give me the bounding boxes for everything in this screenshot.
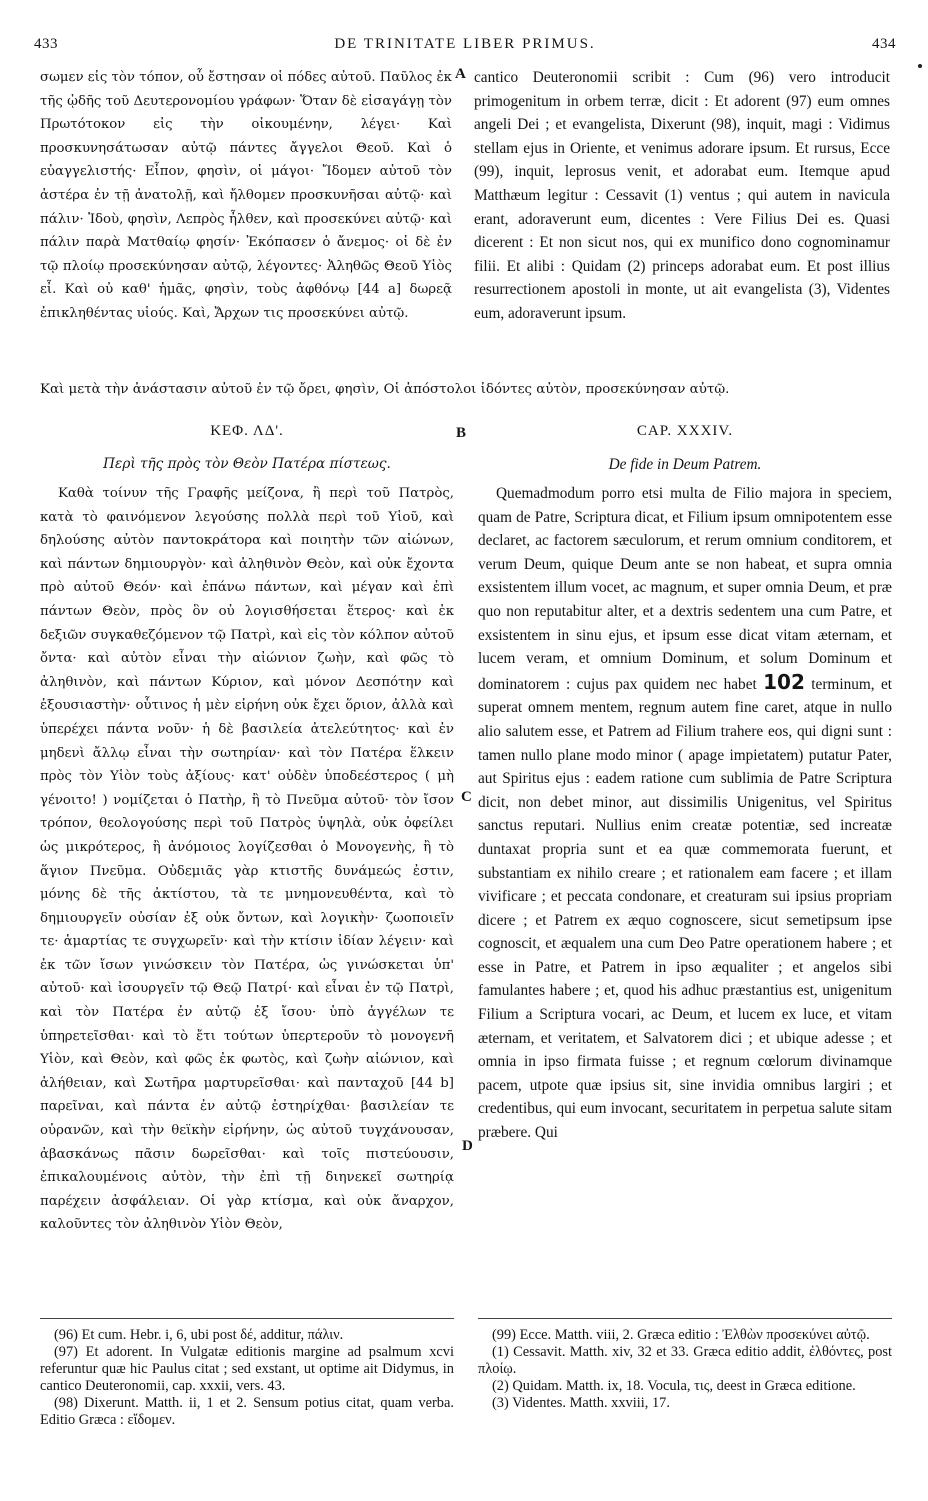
running-title: DE TRINITATE LIBER PRIMUS. xyxy=(334,36,596,52)
footnotes-right xyxy=(478,1327,892,1412)
page-number-left: 433 xyxy=(34,36,58,52)
footnote-97: (97) Et adorent. In Vulgatæ editionis margine ad psalmum xcvi referuntur quæ hic Paulus citat ; sed exstant, ut optime ait Didymus, in cantico Deuteronomii, cap. xxxii, vers. 43. xyxy=(40,1344,454,1394)
footnote-3: (3) Videntes. Matth. xxviii, 17. xyxy=(492,1395,670,1411)
greek-column-top xyxy=(40,66,452,326)
margin-letter-d: D xyxy=(462,1138,473,1154)
latin-column-top xyxy=(474,66,890,326)
page-marker: 102 xyxy=(763,669,805,694)
footnotes-left xyxy=(40,1327,454,1429)
greek-text-top: σωμεν εἰς τὸν τόπον, οὗ ἔστησαν οἱ πόδες αὐτοῦ. Παῦλος ἐκ τῆς ᾠδῆς τοῦ Δευτερονομίου γράφων· Ὅταν δὲ εἰσαγάγῃ τὸν Πρωτότοκον εἰς τὴν οἰκουμένην, λέγει· Καὶ προσκυνησάτωσαν αὐτῷ πάντες ἄγγελοι Θεοῦ. Καὶ ὁ εὐαγγελιστής· Εἶπον, φησὶν, οἱ μάγοι· Ἴδομεν αὐτοῦ τὸν ἀστέρα ἐν τῇ ἀνατολῇ, καὶ ἤλθομεν προσκυνῆσαι αὐτῷ· καὶ πάλιν· Ἰδοὺ, φησὶν, Λεπρὸς ἦλθεν, καὶ προσεκύνει αὐτῷ· καὶ πάλιν παρὰ Ματθαίῳ φησίν· Ἐκόπασεν ὁ ἄνεμος· οἱ δὲ ἐν τῷ πλοίῳ προσεκύνησαν αὐτῷ, λέγοντες· Ἀληθῶς Θεοῦ Υἱὸς εἶ. Καὶ οὐ καθ' ἡμᾶς, φησὶν, τοὺς ἀφθόνῳ [44 a] δωρεᾷ ἐπικληθέντας υἱούς. Καὶ, Ἄρχων τις προσεκύνει αὐτῷ. xyxy=(40,70,452,321)
latin-body-part-1: Quemadmodum porro etsi multa de Filio majora in speciem, quam de Patre, Scriptura dicat, et Filium ipsum omnipotentem esse declaret, ac factorem sæculorum, et rerum omnium conditorem, et verum Deum, quique Deum ante se non habeat, et supra omnia exsistentem illum vocet, ac magnum, et super omnia Deum, et præ quo non reputabitur alter, et a dextris sedentem una cum Patre, et exsistentem in sinu ejus, et ipsum esse dicat vitam æternam, et lucem veram, et omnium Dominum, et solum Dominum et dominatorem : cujus pax quidem nec habet xyxy=(478,485,892,693)
greek-chapter-subtitle: Περὶ τῆς πρὸς τὸν Θεὸν Πατέρα πίστεως. xyxy=(103,456,391,472)
latin-text-body xyxy=(478,482,892,1145)
footnote-rule-left xyxy=(40,1318,454,1319)
margin-letter-b: B xyxy=(456,425,467,441)
latin-column-body xyxy=(478,482,892,1145)
greek-column-body xyxy=(40,482,454,1237)
ink-dot xyxy=(918,64,922,68)
latin-body-part-2: terminum, et superat omnem mentem, regnum autem fine caret, atque in nullo alio salutem esse, et Patrem ad Filium trahere eos, qui digni sunt : tamen nullo plane modo minor ( apage impietatem) putatur Pater, aut Spiritus ejus : eadem ratione cum sublimia de Patre Scriptura dicit, non debet minor, aut dissimilis Unigenitus, vel Spiritus sanctus reputari. Nullius enim creatæ potentiæ, sed increatæ duntaxat propria sunt et ea quæ commemorata fuerunt, et substantiam ex nihilo creare ; et rationalem eam facere ; et illam vivificare ; et peccata condonare, et creaturam sui ipsius propriam dicere ; et Patrem ex æquo cognoscere, sicut semetipsum ipse cognoscit, et æqualem una cum Deo Patre operationem habere ; et esse in Patre, et Patrem in ipso æqualiter ; et angelos sibi famulantes habere ; et, quod his adhuc præstantius est, unigenitum Filium a Scriptura vocari, ac Deum, et lucem ex luce, et vitam æternam, et veritatem, et Salvatorem dici ; et ubique adesse ; et omnia in ipso firmata fuisse ; et regnum cœlorum divinamque pacem, utpote quæ ipsius sit, sine invidia omnibus largiri ; et credentibus, qui eum invocant, securitatem in perpetua salute sitam præbere. Qui xyxy=(478,675,893,1142)
latin-text-top: cantico Deuteronomii scribit : Cum (96) vero introducit primogenitum in orbem terræ, dicit : Et adorent (97) eum omnes angeli Dei ; et evangelista, Dixerunt (98), inquit, magi : Vidimus stellam ejus in Oriente, et venimus adorare ipsum. Et rursus, Ecce (99), inquit, leprosus venit, et adorabat eum. Itemque apud Matthæum legitur : Cessavit (1) ventus ; qui autem in navicula erant, adoraverunt eum, dicentes : Vere Filius Dei es. Quasi dicerent : Et non sicut nos, qui ex munifico dono cognominamur filii. Et alibi : Quidam (2) princeps adorabat eum. Et post illius resurrectionem apostoli in monte, ut ait evangelista (3), Videntes eum, adoraverunt ipsum. xyxy=(474,69,890,322)
latin-chapter-subtitle: De fide in Deum Patrem. xyxy=(608,456,762,473)
footnote-1: (1) Cessavit. Matth. xiv, 32 et 33. Græca editio addit, ἐλθόντες, post πλοίῳ. xyxy=(478,1344,892,1377)
page-number-right: 434 xyxy=(872,36,896,52)
footnote-96: (96) Et cum. Hebr. i, 6, ubi post δέ, additur, πάλιν. xyxy=(54,1327,344,1343)
margin-letter-c: C xyxy=(461,789,472,805)
footnote-99: (99) Ecce. Matth. viii, 2. Græca editio : Ἐλθὼν προσεκύνει αὐτῷ. xyxy=(492,1327,870,1343)
running-header xyxy=(34,36,896,56)
latin-chapter-heading: CAP. XXXIV. xyxy=(636,423,734,439)
footnote-98: (98) Dixerunt. Matth. ii, 1 et 2. Sensum potius citat, quam verba. Editio Græca : εἴδομεν. xyxy=(40,1395,454,1428)
footnote-rule-right xyxy=(478,1318,892,1319)
footnote-2: (2) Quidam. Matth. ix, 18. Vocula, τις, deest in Græca editione. xyxy=(492,1378,856,1394)
greek-text-body: Καθὰ τοίνυν τῆς Γραφῆς μείζονα, ἢ περὶ τοῦ Πατρὸς, κατὰ τὸ φαινόμενον λεγούσης πολλὰ περὶ τοῦ Υἱοῦ, καὶ δηλούσης αὐτὸν παντοκράτορα καὶ ποιητὴν τῶν αἰώνων, καὶ πάντων δημιουργὸν· καὶ ἀληθινὸν Θεὸν, καὶ οὐκ ἔχοντα πρὸ αὐτοῦ Θεόν· καὶ ἐπάνω πάντων, καὶ μέγαν καὶ ἐπὶ πάντων Θεὸν, πρὸς ὃν οὐ λογισθήσεται ἕτερος· καὶ ἐκ δεξιῶν συγκαθεζόμενον τῷ Πατρὶ, καὶ εἰς τὸν κόλπον αὐτοῦ ὄντα· καὶ αὐτὸν εἶναι τὴν αἰώνιον ζωὴν, καὶ φῶς τὸ ἀληθινὸν, καὶ πάντων Κύριον, καὶ μόνον Δεσπότην καὶ ἐξουσιαστὴν· οὗτινος ἡ μὲν εἰρήνη οὐκ ἔχει ὅριον, ἀλλὰ καὶ ὑπερέχει πάντα νοῦν· ἡ δὲ βασιλεία ἀτελεύτητος· καὶ ἐν μηδενὶ ἄλλῳ εἶναι τὴν σωτηρίαν· καὶ τὸν Πατέρα ἕλκειν πρὸς τὸν Υἱὸν τοὺς ἀξίους· κατ' οὐδὲν ὑποδεέστερος ( μὴ γένοιτο! ) νομίζεται ὁ Πατὴρ, ἢ τὸ Πνεῦμα αὐτοῦ· τὸν ἴσον τρόπον, θεολογούσης περὶ τοῦ Πατρὸς ὑψηλὰ, οὐκ ὀφείλει ὡς μικρότερος, ἢ ἀνόμοιος λογίζεσθαι ὁ Μονογενὴς, ἢ τὸ ἅγιον Πνεῦμα. Οὐδεμιᾶς γὰρ κτιστῆς δυνάμεώς ἐστιν, μόνης δὲ τῆς ἀκτίστου, τὰ τε μνημονευθέντα, καὶ τὸ δημιουργεῖν οὐσίαν ἐξ οὐκ ὄντων, καὶ λογικὴν· ζωοποιεῖν τε· ἁμαρτίας τε συγχωρεῖν· καὶ τὴν κτίσιν ἰδίαν λέγειν· καὶ ἐκ τῶν ἴσων γινώσκειν τὸν Πατέρα, ὡς γινώσκεται ὑπ' αὐτοῦ· καὶ ἰσουργεῖν τῷ Θεῷ Πατρί· καὶ εἶναι ἐν τῷ Πατρὶ, καὶ τὸν Πατέρα ἐν αὐτῷ ἐξ ἴσου· ὑπὸ ἀγγέλων τε ὑπηρετεῖσθαι· καὶ τὸ ἔτι τούτων ὑπερτεροῦν τὸ μονογενῆ Υἱὸν, καὶ Θεὸν, καὶ φῶς ἐκ φωτὸς, καὶ ζωὴν αἰώνιον, καὶ ἀλήθειαν, καὶ Σωτῆρα μαρτυρεῖσθαι· καὶ πανταχοῦ [44 b] παρεῖναι, καὶ πάντα ἐν αὐτῷ ἐστηρίχθαι· βασιλείαν τε οὐρανῶν, καὶ τὴν θεϊκὴν εἰρήνην, ὡς αὐτοῦ τυγχάνουσαν, ἀβασκάνως πᾶσιν δωρεῖσθαι· καὶ τοῖς πιστεύουσιν, ἐπικαλουμένοις αὐτὸν, τὴν ἐπὶ τῇ διηνεκεῖ σωτηρίᾳ παρέχειν ἀσφάλειαν. Οἱ γὰρ κτίσμα, καὶ οὐκ ἄναρχον, καλοῦντες τὸν ἀληθινὸν Υἱὸν Θεὸν, xyxy=(40,486,454,1233)
greek-chapter-heading: ΚΕΦ. ΛΔ'. xyxy=(210,423,284,439)
greek-spanning-line: Καὶ μετὰ τὴν ἀνάστασιν αὐτοῦ ἐν τῷ ὄρει, φησὶν, Οἱ ἀπόστολοι ἰδόντες αὐτὸν, προσεκύνησαν αὐτῷ. xyxy=(40,382,730,397)
margin-letter-a: A xyxy=(455,66,466,82)
